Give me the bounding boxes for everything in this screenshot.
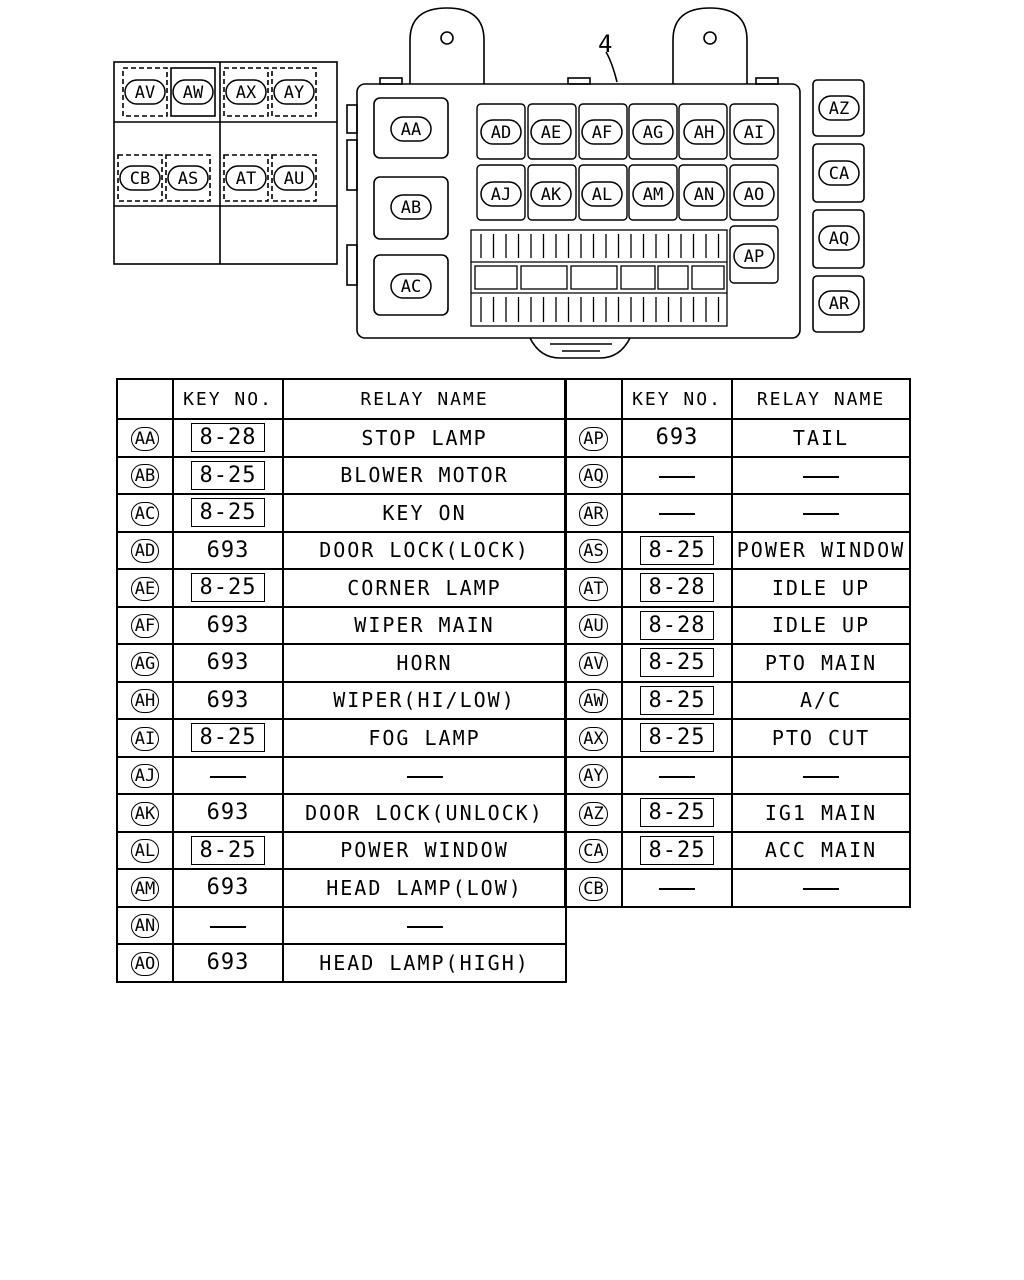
key-no-cell	[173, 457, 283, 495]
key-no-cell	[622, 419, 732, 457]
svg-text:AE: AE	[540, 123, 562, 143]
relay-code: AY	[579, 764, 607, 788]
relay-code: AR	[579, 502, 607, 526]
relay-code-as	[168, 166, 208, 190]
key-no: 693	[206, 612, 250, 638]
key-no-dash	[210, 926, 246, 928]
key-no-cell	[622, 607, 732, 645]
relay-name-cell	[732, 532, 910, 570]
key-no-cell	[173, 494, 283, 532]
relay-code-cell	[565, 607, 622, 645]
fuse-block	[471, 230, 727, 326]
relay-code-cell	[117, 794, 173, 832]
table-row	[117, 832, 566, 870]
relay-name-cell	[283, 494, 566, 532]
relay-code-ar	[819, 291, 859, 315]
relay-name-cell	[732, 569, 910, 607]
key-no-cell	[622, 794, 732, 832]
svg-text:AS: AS	[177, 169, 199, 189]
svg-text:CA: CA	[828, 164, 850, 184]
table-row	[117, 644, 566, 682]
relay-code-ax	[226, 80, 266, 104]
table-row	[565, 419, 910, 457]
key-no-cell	[173, 944, 283, 982]
relay-code-cell	[117, 682, 173, 720]
table-row	[565, 569, 910, 607]
relay-name-cell	[732, 757, 910, 795]
key-no: 693	[655, 425, 699, 451]
key-no-cell	[173, 419, 283, 457]
relay-code-cell	[565, 494, 622, 532]
relay-name-cell	[283, 419, 566, 457]
relay-code-aw	[173, 80, 213, 104]
header-code	[565, 379, 622, 419]
svg-text:AY: AY	[283, 83, 305, 103]
relay-code-ak	[531, 182, 571, 206]
relay-code: AI	[131, 727, 159, 751]
table-row	[117, 494, 566, 532]
relay-name-cell	[283, 757, 566, 795]
relay-name: BLOWER MOTOR	[340, 463, 509, 488]
relay-code-cell	[117, 757, 173, 795]
svg-text:AL: AL	[591, 185, 613, 205]
table-header-row	[565, 379, 910, 419]
relay-code: AL	[131, 839, 159, 863]
table-row	[565, 869, 910, 907]
relay-code-ag	[633, 120, 673, 144]
relay-code: AD	[131, 539, 159, 563]
svg-text:AX: AX	[235, 83, 257, 103]
relay-code-av	[125, 80, 165, 104]
relay-name-cell	[283, 832, 566, 870]
table-row	[117, 794, 566, 832]
header-relay-name: RELAY NAME	[283, 379, 566, 419]
table-row	[117, 757, 566, 795]
table-row	[117, 907, 566, 945]
relay-name-cell	[732, 494, 910, 532]
relay-code: CA	[579, 839, 607, 863]
relay-table-right	[564, 378, 911, 908]
relay-code: AT	[579, 577, 607, 601]
relay-code: AQ	[579, 464, 607, 488]
relay-code: AC	[131, 502, 159, 526]
table-row	[117, 569, 566, 607]
relay-name-dash	[803, 513, 839, 515]
key-no-cell	[622, 644, 732, 682]
relay-name: PTO MAIN	[764, 650, 878, 675]
key-no-dash	[210, 776, 246, 778]
relay-code-am	[633, 182, 673, 206]
key-no: 8-25	[640, 723, 715, 752]
relay-name-cell	[283, 569, 566, 607]
relay-code-al	[582, 182, 622, 206]
relay-code-cell	[565, 569, 622, 607]
relay-code-cell	[565, 644, 622, 682]
svg-text:AT: AT	[235, 169, 257, 189]
relay-code: AO	[131, 952, 159, 976]
table-row	[565, 682, 910, 720]
relay-name-cell	[283, 532, 566, 570]
relay-code-cell	[117, 644, 173, 682]
key-no-cell	[173, 719, 283, 757]
relay-name-cell	[283, 719, 566, 757]
relay-name-cell	[732, 607, 910, 645]
relay-code-aq	[819, 226, 859, 250]
key-no: 693	[206, 875, 250, 901]
key-no-cell	[622, 719, 732, 757]
key-no-dash	[659, 513, 695, 515]
table-row	[117, 607, 566, 645]
key-no: 8-25	[640, 648, 715, 677]
relay-code-cell	[117, 607, 173, 645]
svg-text:AA: AA	[400, 120, 422, 140]
relay-code: AF	[131, 614, 159, 638]
relay-name: DOOR LOCK(UNLOCK)	[305, 800, 544, 825]
key-no: 693	[206, 687, 250, 713]
svg-text:AK: AK	[540, 185, 562, 205]
relay-name: FOG LAMP	[368, 725, 481, 750]
svg-text:AO: AO	[743, 185, 765, 205]
relay-name: WIPER(HI/LOW)	[333, 688, 516, 713]
key-no-cell	[173, 644, 283, 682]
key-no-dash	[659, 888, 695, 890]
relay-name-cell	[283, 869, 566, 907]
relay-code-cell	[117, 869, 173, 907]
svg-text:AV: AV	[134, 83, 156, 103]
relay-code-cb	[120, 166, 160, 190]
relay-code-cell	[117, 532, 173, 570]
key-no-cell	[622, 494, 732, 532]
key-no-cell	[173, 757, 283, 795]
key-no: 8-28	[191, 423, 266, 452]
relay-code-aj	[481, 182, 521, 206]
relay-code: AB	[131, 464, 159, 488]
key-no-cell	[173, 794, 283, 832]
table-row	[117, 869, 566, 907]
key-no: 8-25	[640, 536, 715, 565]
svg-text:AR: AR	[828, 294, 850, 314]
relay-code-an	[684, 182, 724, 206]
relay-code-cell	[117, 419, 173, 457]
relay-code-cell	[565, 794, 622, 832]
relay-code-cell	[565, 682, 622, 720]
table-row	[117, 719, 566, 757]
relay-name-cell	[732, 644, 910, 682]
relay-code-cell	[117, 832, 173, 870]
relay-code-ca	[819, 161, 859, 185]
key-no-cell	[173, 607, 283, 645]
key-no-dash	[659, 776, 695, 778]
svg-text:AM: AM	[642, 185, 664, 205]
header-relay-name: RELAY NAME	[732, 379, 910, 419]
relay-name: HEAD LAMP(LOW)	[326, 875, 523, 900]
main-relay-box	[347, 8, 800, 358]
key-no: 8-28	[640, 573, 715, 602]
relay-name: HORN	[396, 650, 453, 675]
relay-code-cell	[117, 457, 173, 495]
key-no-cell	[622, 569, 732, 607]
key-no: 8-25	[191, 836, 266, 865]
callout-label: 4	[598, 30, 613, 58]
relay-code-aa	[391, 117, 431, 141]
svg-text:AD: AD	[490, 123, 512, 143]
svg-text:AJ: AJ	[490, 185, 512, 205]
relay-name-cell	[283, 907, 566, 945]
relay-name-cell	[283, 794, 566, 832]
relay-name-cell	[732, 794, 910, 832]
relay-code-ah	[684, 120, 724, 144]
relay-code: AJ	[131, 764, 159, 788]
svg-text:AF: AF	[591, 123, 613, 143]
key-no: 693	[206, 800, 250, 826]
relay-code-cell	[565, 719, 622, 757]
table-header-row	[117, 379, 566, 419]
relay-code: AE	[131, 577, 159, 601]
svg-text:AN: AN	[693, 185, 715, 205]
relay-name-cell	[732, 682, 910, 720]
relay-name-cell	[283, 607, 566, 645]
relay-code-cell	[117, 569, 173, 607]
relay-code-ap	[734, 244, 774, 268]
svg-text:AI: AI	[743, 123, 765, 143]
relay-code-at	[226, 166, 266, 190]
relay-name: CORNER LAMP	[347, 575, 502, 600]
relay-code: AK	[131, 802, 159, 826]
key-no: 8-25	[191, 723, 266, 752]
relay-code-ai	[734, 120, 774, 144]
relay-code-cell	[117, 907, 173, 945]
relay-name-cell	[732, 832, 910, 870]
key-no-cell	[622, 457, 732, 495]
relay-name: STOP LAMP	[361, 425, 488, 450]
table-row	[117, 457, 566, 495]
table-row	[565, 832, 910, 870]
relay-code: AN	[131, 914, 159, 938]
relay-code-ay	[274, 80, 314, 104]
key-no: 693	[206, 537, 250, 563]
relay-code-ae	[531, 120, 571, 144]
relay-name-dash	[803, 888, 839, 890]
relay-name: ACC MAIN	[764, 838, 878, 863]
svg-text:AP: AP	[743, 247, 765, 267]
table-row	[565, 719, 910, 757]
relay-code-cell	[565, 532, 622, 570]
key-no-cell	[622, 869, 732, 907]
relay-name-cell	[283, 644, 566, 682]
key-no-cell	[173, 832, 283, 870]
table-row	[117, 532, 566, 570]
relay-name: DOOR LOCK(LOCK)	[319, 538, 530, 563]
key-no-cell	[622, 682, 732, 720]
relay-code-af	[582, 120, 622, 144]
relay-code: CB	[579, 877, 607, 901]
key-no-cell	[173, 569, 283, 607]
svg-text:CB: CB	[129, 169, 151, 189]
relay-name-cell	[283, 944, 566, 982]
relay-name: PTO CUT	[771, 725, 871, 750]
table-row	[565, 494, 910, 532]
relay-code: AV	[579, 652, 607, 676]
relay-name: KEY ON	[382, 500, 467, 525]
relay-code-cell	[565, 757, 622, 795]
header-key-no: KEY NO.	[622, 379, 732, 419]
key-no-cell	[622, 832, 732, 870]
relay-code-cell	[565, 832, 622, 870]
svg-text:AZ: AZ	[828, 99, 850, 119]
relay-code: AS	[579, 539, 607, 563]
relay-name-dash	[407, 776, 443, 778]
relay-name: POWER WINDOW	[340, 838, 509, 863]
table-row	[565, 757, 910, 795]
table-row	[565, 457, 910, 495]
relay-name: HEAD LAMP(HIGH)	[319, 950, 530, 975]
table-row	[565, 794, 910, 832]
relay-code: AA	[131, 427, 159, 451]
relay-code: AU	[579, 614, 607, 638]
relay-code: AX	[579, 727, 607, 751]
relay-name-cell	[732, 719, 910, 757]
relay-name-cell	[283, 457, 566, 495]
relay-name: TAIL	[792, 425, 850, 450]
relay-box-diagram	[0, 0, 1024, 370]
relay-code-cell	[565, 457, 622, 495]
table-row	[117, 944, 566, 982]
key-no: 693	[206, 650, 250, 676]
relay-name-cell	[732, 869, 910, 907]
relay-code-cell	[565, 869, 622, 907]
svg-text:AC: AC	[400, 277, 422, 297]
relay-code-cell	[117, 494, 173, 532]
relay-code-az	[819, 96, 859, 120]
key-no: 8-25	[191, 573, 266, 602]
key-no: 8-25	[640, 686, 715, 715]
key-no-cell	[173, 532, 283, 570]
relay-name-cell	[732, 457, 910, 495]
table-row	[117, 419, 566, 457]
header-key-no: KEY NO.	[173, 379, 283, 419]
svg-text:AQ: AQ	[828, 229, 850, 249]
relay-code: AZ	[579, 802, 607, 826]
key-no: 693	[206, 950, 250, 976]
table-row	[117, 682, 566, 720]
relay-name-cell	[283, 682, 566, 720]
relay-code: AG	[131, 652, 159, 676]
key-no-cell	[622, 532, 732, 570]
header-code	[117, 379, 173, 419]
key-no-cell	[622, 757, 732, 795]
relay-code: AH	[131, 689, 159, 713]
svg-text:AW: AW	[182, 83, 204, 103]
relay-code-au	[274, 166, 314, 190]
key-no-cell	[173, 682, 283, 720]
relay-name: IG1 MAIN	[764, 800, 878, 825]
relay-code-cell	[117, 719, 173, 757]
relay-code-ab	[391, 195, 431, 219]
key-no: 8-28	[640, 611, 715, 640]
relay-code-cell	[565, 419, 622, 457]
relay-code-cell	[117, 944, 173, 982]
relay-name: A/C	[799, 688, 843, 713]
relay-code: AM	[131, 877, 159, 901]
table-row	[565, 607, 910, 645]
relay-name-dash	[407, 926, 443, 928]
relay-code-ad	[481, 120, 521, 144]
relay-name: WIPER MAIN	[354, 613, 495, 638]
key-no: 8-25	[640, 798, 715, 827]
key-no: 8-25	[191, 461, 266, 490]
svg-text:AB: AB	[400, 198, 422, 218]
relay-name: IDLE UP	[771, 613, 871, 638]
key-no-cell	[173, 869, 283, 907]
key-no-dash	[659, 476, 695, 478]
svg-text:AG: AG	[642, 123, 664, 143]
key-no: 8-25	[640, 836, 715, 865]
relay-name-dash	[803, 476, 839, 478]
relay-name-dash	[803, 776, 839, 778]
relay-code: AW	[579, 689, 607, 713]
relay-code: AP	[579, 427, 607, 451]
svg-text:AU: AU	[283, 169, 305, 189]
relay-code-ac	[391, 274, 431, 298]
table-row	[565, 532, 910, 570]
table-row	[565, 644, 910, 682]
relay-code-ao	[734, 182, 774, 206]
svg-text:AH: AH	[693, 123, 715, 143]
relay-table-left	[116, 378, 567, 983]
relay-name-cell	[732, 419, 910, 457]
relay-name: IDLE UP	[771, 575, 871, 600]
key-no-cell	[173, 907, 283, 945]
relay-name: POWER WINDOW	[736, 538, 906, 563]
key-no: 8-25	[191, 498, 266, 527]
